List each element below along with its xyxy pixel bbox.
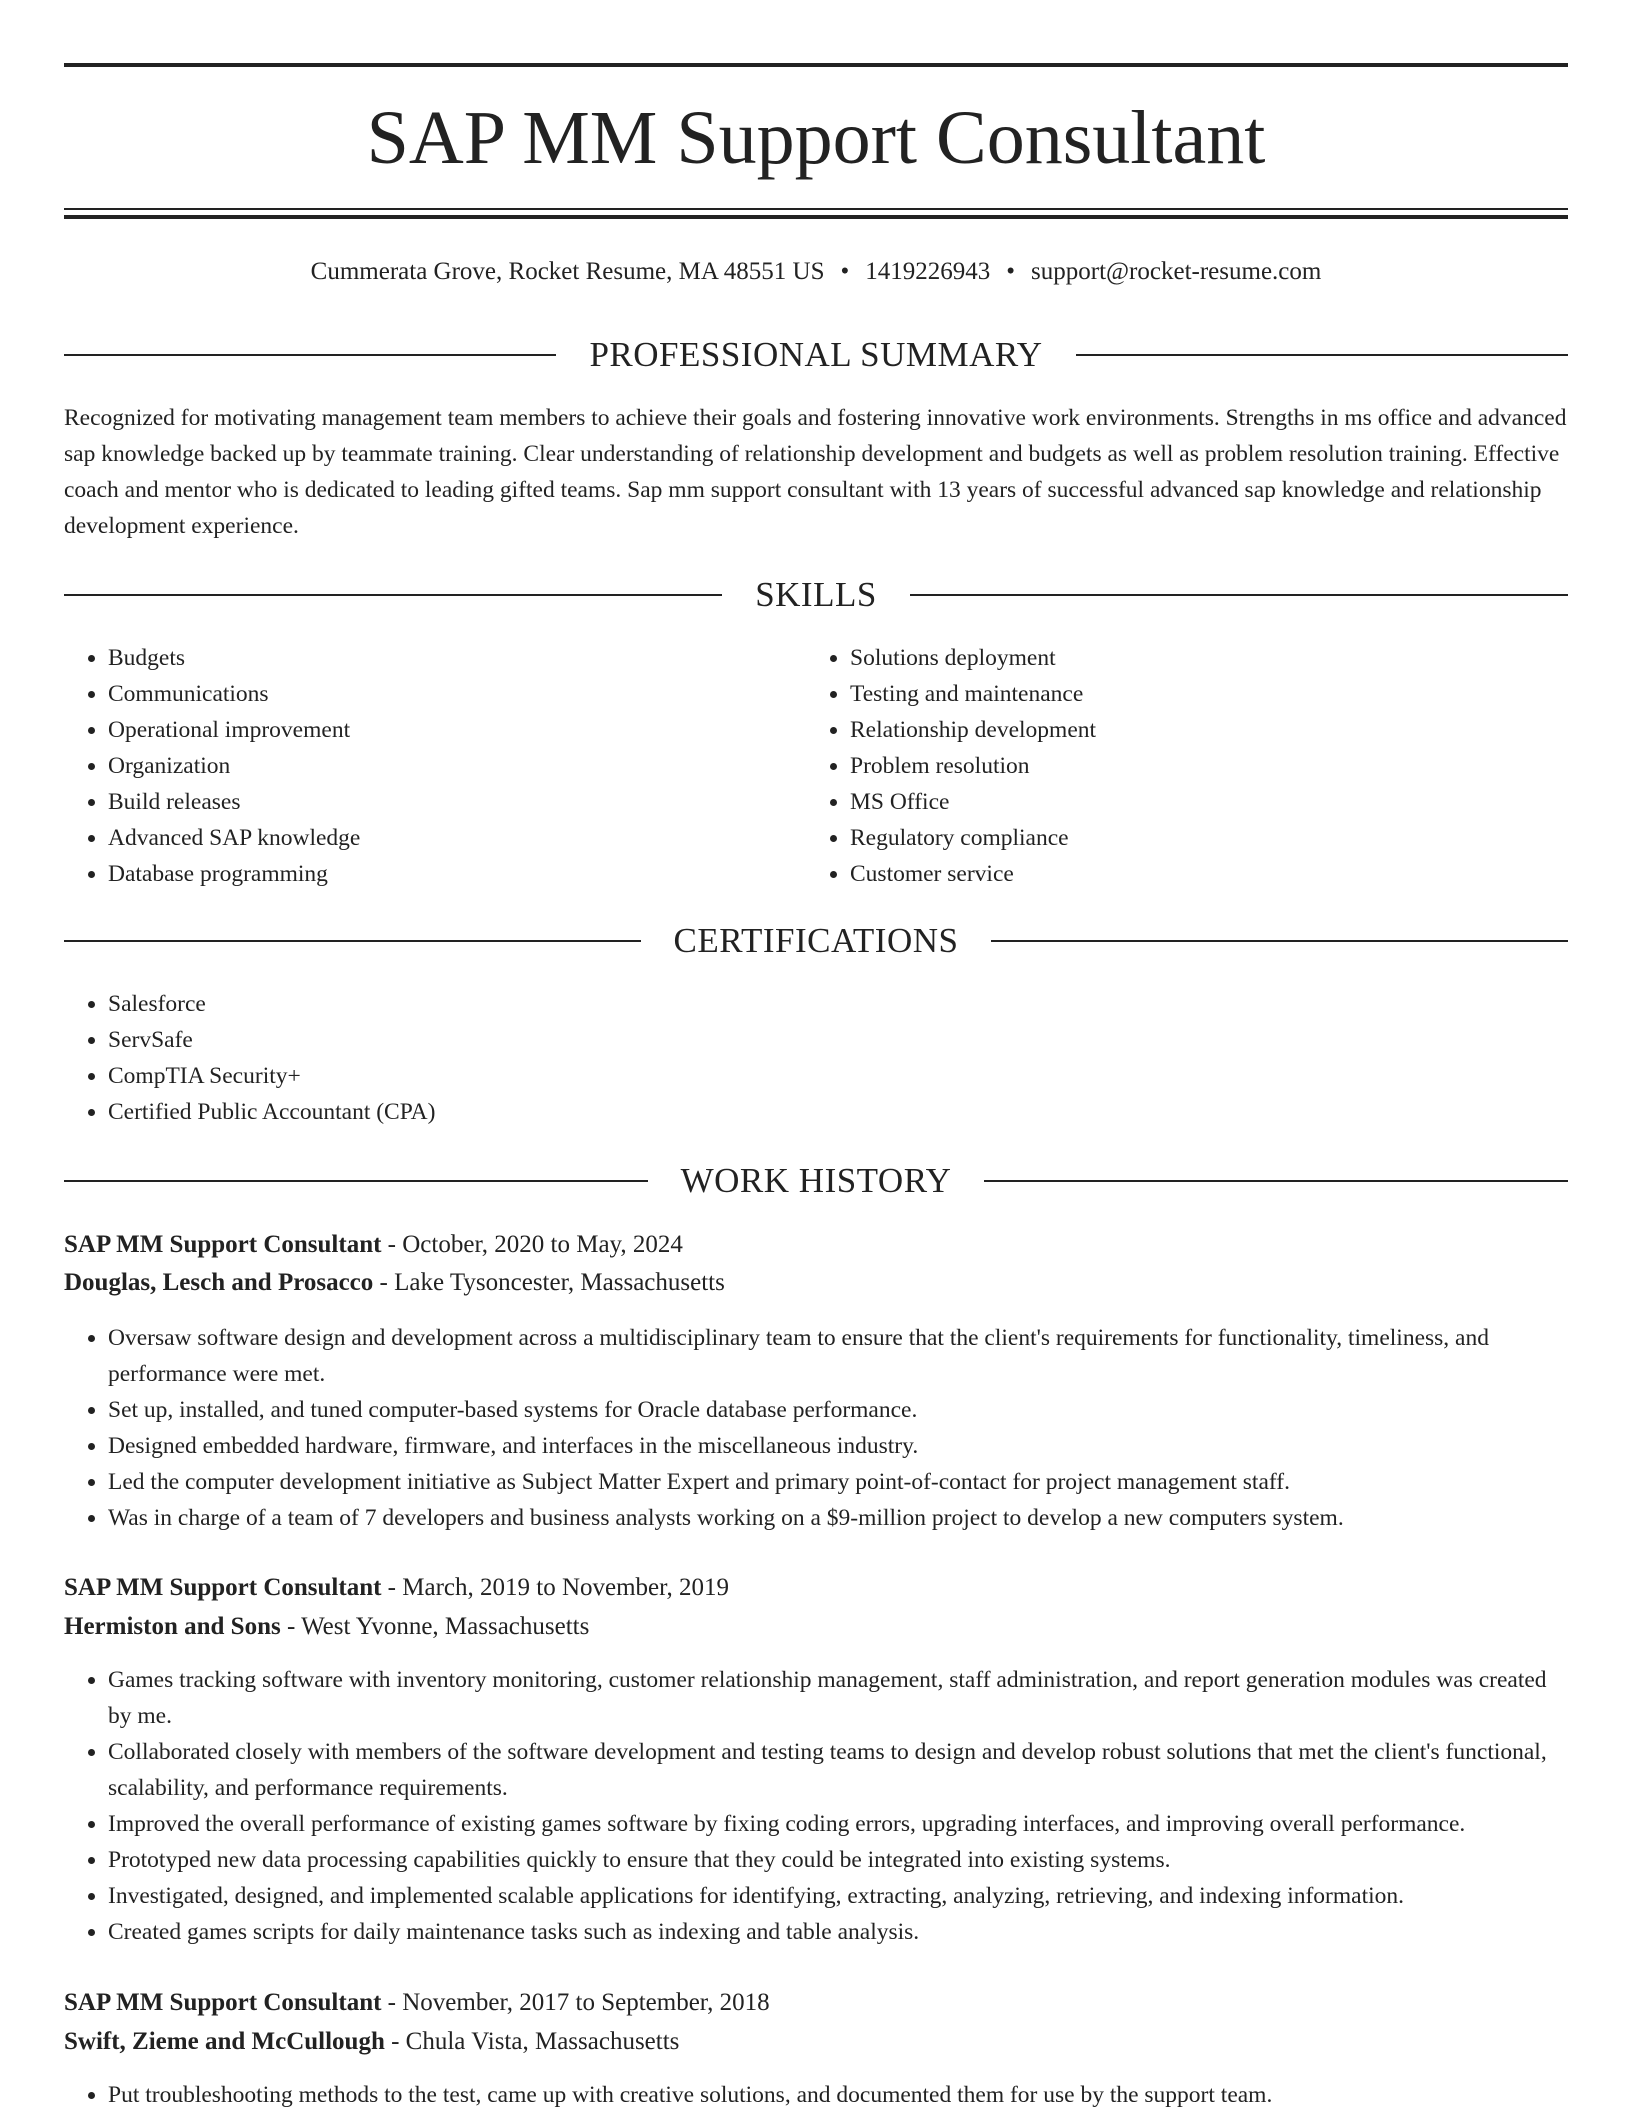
summary-text: Recognized for motivating management team members to achieve their goals and fostering innovative work environments. Strengths in ms office and advanced sap knowledge backed up by teammate training. Clear understanding of relationship development and budgets as well as problem resolution training. Effective coach and mentor who is dedicated to leading gifted teams. Sap mm support consultant with 13 years of successful advanced sap knowledge and relationship development experience. [64, 405, 1567, 539]
skill-item: • Database programming [108, 856, 808, 892]
contact-line [64, 255, 1568, 289]
skills-section-heading [64, 573, 1568, 617]
certifications-section-heading [64, 919, 1568, 963]
job-company: Douglas, Lesch and Prosacco [64, 1269, 374, 1296]
job-title-line [64, 1227, 1568, 1263]
job-company-line [64, 1265, 1568, 1301]
job-bullet-item: • Oversaw software design and development across a multidisciplinary team to ensure that the client's requirements for functionality, timeliness, and performance were met. [108, 1320, 1568, 1392]
heading-rule-left [64, 594, 722, 596]
skill-item: • Operational improvement [108, 712, 808, 748]
contact-email[interactable]: support@rocket-resume.com [1031, 258, 1322, 285]
certification-item: • ServSafe [108, 1022, 1568, 1058]
job-dates: - October, 2020 to May, 2024 [381, 1231, 683, 1258]
header-top-rule [64, 63, 1568, 67]
job-title-line [64, 1570, 1568, 1606]
job-company-line [64, 2024, 1568, 2060]
certifications-heading-label: CERTIFICATIONS [673, 921, 959, 960]
skill-item: • Regulatory compliance [850, 820, 1550, 856]
certification-item: • Certified Public Accountant (CPA) [108, 1094, 1568, 1130]
header-bottom-rule-thin [64, 208, 1568, 210]
job-bullet-item: • Set up, installed, and tuned computer-based systems for Oracle database performance. [108, 1392, 1568, 1428]
job-location: - Chula Vista, Massachusetts [384, 2028, 680, 2055]
heading-rule-right [910, 594, 1568, 596]
job-title-line [64, 1985, 1568, 2021]
certifications-list [64, 986, 1568, 1130]
job-bullet-item: • Led the computer development initiative as Subject Matter Expert and primary point-of-contact for project management staff. [108, 1464, 1568, 1500]
job-bullet-item: • Games tracking software with inventory monitoring, customer relationship management, staff administration, and report generation modules was created by me. [108, 1662, 1568, 1734]
job-company: Swift, Zieme and McCullough [64, 2028, 385, 2055]
job-dates: - March, 2019 to November, 2019 [381, 1574, 729, 1601]
job-dates: - November, 2017 to September, 2018 [381, 1989, 770, 2016]
skill-item: • Solutions deployment [850, 640, 1550, 676]
contact-separator: • [1006, 258, 1016, 285]
header-bottom-rule-thick [64, 215, 1568, 219]
contact-address: Cummerata Grove, Rocket Resume, MA 48551 US [310, 258, 825, 285]
summary-section-heading [64, 333, 1568, 377]
job-bullet-item: • Put troubleshooting methods to the test, came up with creative solutions, and documented them for use by the support team. [108, 2077, 1568, 2113]
job-bullets [64, 1320, 1568, 1536]
heading-rule-right [991, 940, 1568, 942]
heading-rule-left [64, 1180, 648, 1182]
skills-list-right [806, 640, 1550, 892]
job-title: SAP MM Support Consultant [64, 1231, 382, 1258]
summary-heading-label: PROFESSIONAL SUMMARY [589, 335, 1043, 374]
job-title: SAP MM Support Consultant [64, 1574, 382, 1601]
skill-item: • Budgets [108, 640, 808, 676]
contact-separator: • [840, 258, 850, 285]
job-bullet-item: • Created games scripts for daily maintenance tasks such as indexing and table analysis. [108, 1914, 1568, 1950]
job-bullet-item: • Prototyped new data processing capabilities quickly to ensure that they could be integrated into existing systems. [108, 1842, 1568, 1878]
skill-item: • Build releases [108, 784, 808, 820]
job-bullet-item: • Was in charge of a team of 7 developers and business analysts working on a $9-million project to develop a new computers system. [108, 1500, 1568, 1536]
skill-item: • Problem resolution [850, 748, 1550, 784]
contact-phone: 1419226943 [865, 258, 991, 285]
skill-item: • MS Office [850, 784, 1550, 820]
skills-list-left [64, 640, 808, 892]
job-bullets [64, 2077, 1568, 2113]
heading-rule-right [984, 1180, 1568, 1182]
job-location: - Lake Tysoncester, Massachusetts [373, 1269, 725, 1296]
job-bullet-item: • Improved the overall performance of existing games software by fixing coding errors, upgrading interfaces, and improving overall performance. [108, 1806, 1568, 1842]
skill-item: • Advanced SAP knowledge [108, 820, 808, 856]
job-bullet-item: • Designed embedded hardware, firmware, and interfaces in the miscellaneous industry. [108, 1428, 1568, 1464]
heading-rule-left [64, 940, 641, 942]
job-company-line [64, 1609, 1568, 1645]
resume-title: SAP MM Support Consultant [366, 96, 1266, 180]
heading-rule-left [64, 354, 556, 356]
skill-item: • Customer service [850, 856, 1550, 892]
work-heading-label: WORK HISTORY [680, 1161, 952, 1200]
certification-item: • CompTIA Security+ [108, 1058, 1568, 1094]
heading-rule-right [1076, 354, 1568, 356]
job-title: SAP MM Support Consultant [64, 1989, 382, 2016]
skill-item: • Relationship development [850, 712, 1550, 748]
skills-heading-label: SKILLS [755, 575, 877, 614]
skill-item: • Organization [108, 748, 808, 784]
job-location: - West Yvonne, Massachusetts [280, 1613, 590, 1640]
job-bullet-item: • Investigated, designed, and implemented scalable applications for identifying, extracting, analyzing, retrieving, and indexing information. [108, 1878, 1568, 1914]
job-company: Hermiston and Sons [64, 1613, 281, 1640]
work-section-heading [64, 1159, 1568, 1203]
skill-item: • Communications [108, 676, 808, 712]
certification-item: • Salesforce [108, 986, 1568, 1022]
skill-item: • Testing and maintenance [850, 676, 1550, 712]
job-bullets [64, 1662, 1568, 1950]
job-bullet-item: • Collaborated closely with members of the software development and testing teams to design and develop robust solutions that met the client's functional, scalability, and performance requirements. [108, 1734, 1568, 1806]
